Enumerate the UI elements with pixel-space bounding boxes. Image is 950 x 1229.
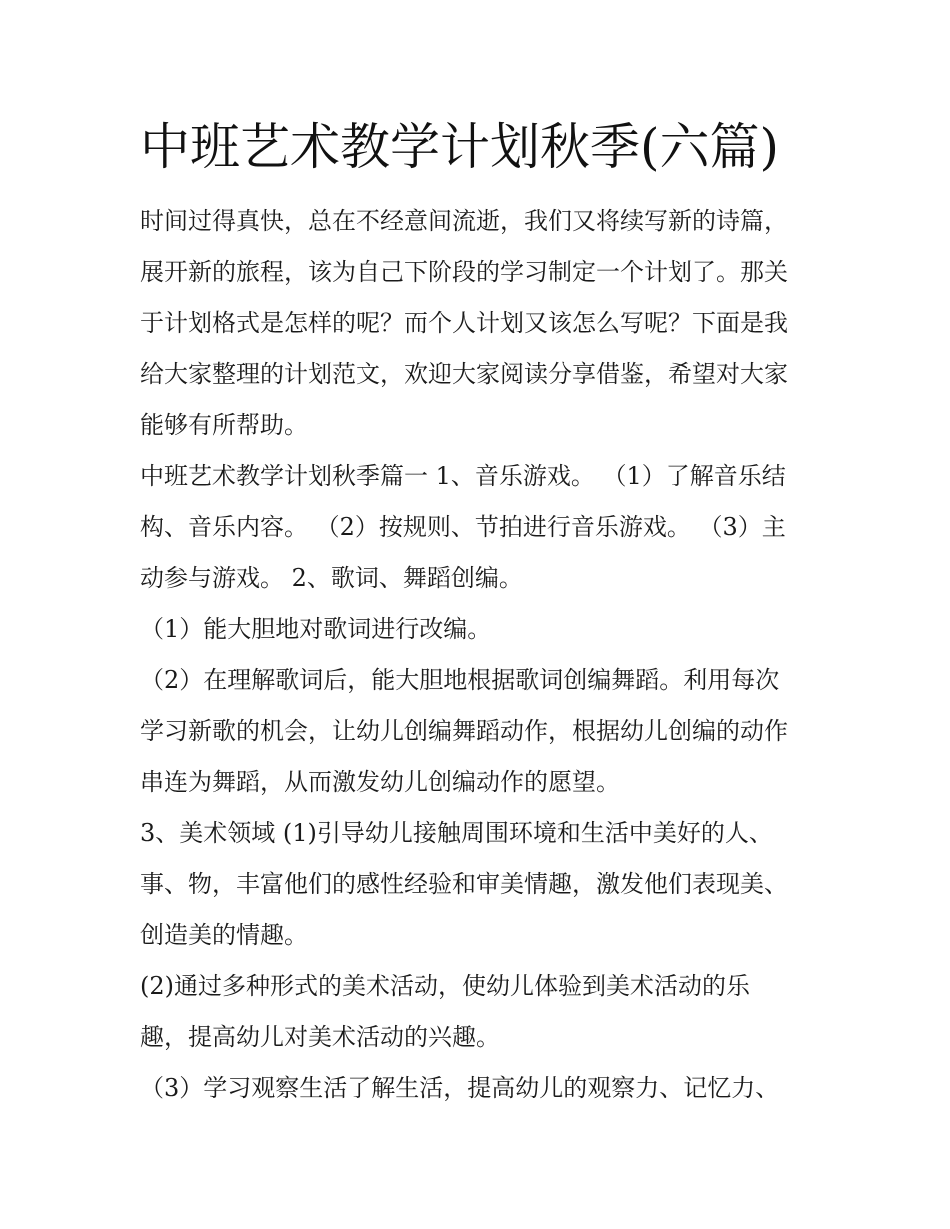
paragraph-line: 串连为舞蹈，从而激发幼儿创编动作的愿望。	[140, 768, 620, 796]
paragraph-line: 中班艺术教学计划秋季篇一 1、音乐游戏。 （1）了解音乐结	[140, 462, 786, 490]
paragraph-line: (2)通过多种形式的美术活动，使幼儿体验到美术活动的乐	[140, 972, 750, 1000]
paragraph-line: 展开新的旅程，该为自己下阶段的学习制定一个计划了。那关	[140, 258, 788, 286]
paragraph-line: 事、物，丰富他们的感性经验和审美情趣，激发他们表现美、	[140, 870, 788, 898]
paragraph-line: 能够有所帮助。	[140, 411, 308, 439]
paragraph-line: （1）能大胆地对歌词进行改编。	[140, 615, 492, 643]
paragraph-line: （3）学习观察生活了解生活，提高幼儿的观察力、记忆力、	[140, 1074, 780, 1102]
paragraph-line: 动参与游戏。 2、歌词、舞蹈创编。	[140, 564, 523, 592]
paragraph-line: 给大家整理的计划范文，欢迎大家阅读分享借鉴，希望对大家	[140, 360, 788, 388]
paragraph-line: 趣，提高幼儿对美术活动的兴趣。	[140, 1023, 500, 1051]
paragraph-line: （2）在理解歌词后，能大胆地根据歌词创编舞蹈。利用每次	[140, 666, 780, 694]
paragraph-line: 构、音乐内容。 （2）按规则、节拍进行音乐游戏。 （3）主	[140, 513, 786, 541]
paragraph-line: 于计划格式是怎样的呢？而个人计划又该怎么写呢？下面是我	[140, 309, 788, 337]
paragraph-line: 3、美术领域 (1)引导幼儿接触周围环境和生活中美好的人、	[140, 819, 773, 847]
document-title: 中班艺术教学计划秋季(六篇)	[140, 118, 780, 176]
paragraph-line: 学习新歌的机会，让幼儿创编舞蹈动作，根据幼儿创编的动作	[140, 717, 788, 745]
paragraph-line: 创造美的情趣。	[140, 921, 308, 949]
paragraph-line: 时间过得真快，总在不经意间流逝，我们又将续写新的诗篇，	[140, 207, 788, 235]
